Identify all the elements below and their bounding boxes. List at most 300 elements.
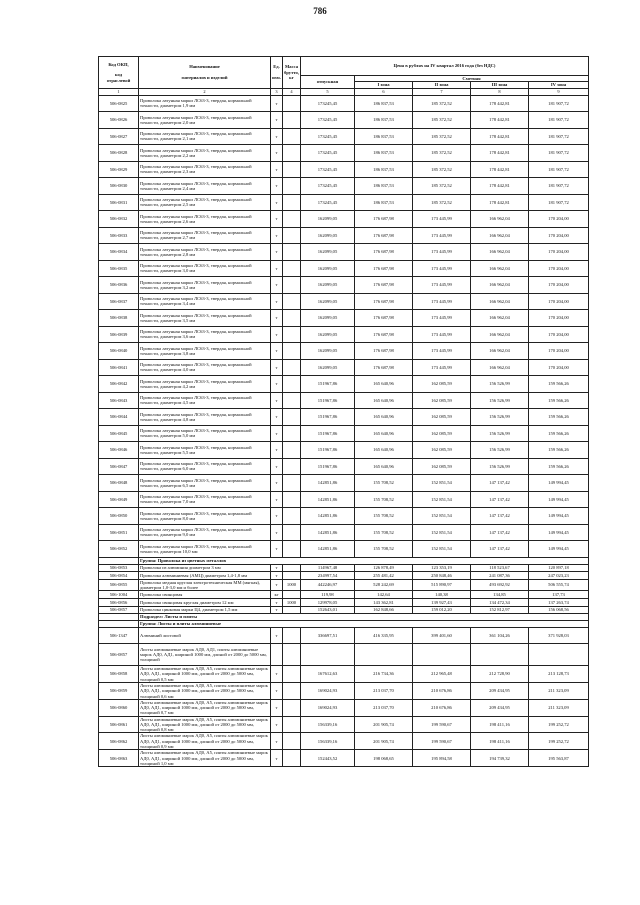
row-price-3: 173 445,99 [413, 227, 471, 244]
header-code: Код ОКП, код отраслевой [99, 57, 139, 89]
row-price-4: 493 692,92 [471, 579, 529, 591]
table-row [99, 666, 589, 683]
group-title: Группа: Листы и плиты алюминиевые [139, 621, 589, 628]
row-price-5: 159 566,26 [529, 392, 589, 409]
row-mass [283, 145, 301, 162]
row-price-2: 155 708,52 [355, 475, 413, 492]
row-unit: т [271, 750, 283, 767]
row-unit: т [271, 442, 283, 459]
row-code: 506-0845 [99, 425, 139, 442]
table-row [99, 260, 589, 277]
row-price-2: 176 687,98 [355, 244, 413, 261]
row-name: Проволока латунная марки ЛС63-3, твердая, нормальной точности, диаметром 5,0 мм [139, 425, 271, 442]
row-name: Проволока латунная марки ЛС63-3, твердая, нормальной точности, диаметром 2,1 мм [139, 128, 271, 145]
row-unit: т [271, 359, 283, 376]
row-price-1: 156339,16 [301, 716, 355, 733]
row-price-2: 255 481,42 [355, 572, 413, 580]
row-price-5: 159 566,26 [529, 425, 589, 442]
col-number: 7 [413, 88, 471, 95]
row-code: 506-0834 [99, 244, 139, 261]
row-name: Листы алюминиевые марок АД0, А5, плиты алюминиевые марок АД0, АД1, шириной 1000 мм, длиной от 2000 до 5000 мм, толщиной 0,6 мм [139, 682, 271, 699]
row-price-5: 170 204,00 [529, 244, 589, 261]
row-price-4: 178 442,81 [471, 145, 529, 162]
table-row [99, 194, 589, 211]
row-price-4: 198 411,16 [471, 733, 529, 750]
row-price-1: 169024,93 [301, 682, 355, 699]
table-row [99, 628, 589, 644]
row-mass [283, 359, 301, 376]
table-row [99, 458, 589, 475]
row-price-3: 152 851,54 [413, 475, 471, 492]
row-price-5: 137 263,74 [529, 598, 589, 606]
row-price-3: 173 445,99 [413, 277, 471, 294]
row-mass [283, 425, 301, 442]
row-unit: т [271, 343, 283, 360]
row-price-1: 142851,86 [301, 541, 355, 558]
table-row [99, 326, 589, 343]
row-price-4: 166 962,04 [471, 310, 529, 327]
row-price-3 [413, 644, 471, 666]
row-name: Проволока латунная марки ЛС63-3, твердая, нормальной точности, диаметром 3,5 мм [139, 310, 271, 327]
row-price-5: 149 994,45 [529, 541, 589, 558]
table-row [99, 128, 589, 145]
row-unit: т [271, 524, 283, 541]
row-code: 506-0861 [99, 716, 139, 733]
row-unit: т [271, 733, 283, 750]
row-price-4: 147 137,42 [471, 491, 529, 508]
table-row [99, 591, 589, 599]
row-unit: т [271, 112, 283, 129]
col-number: 5 [301, 88, 355, 95]
row-price-2: 162 848,66 [355, 606, 413, 614]
row-name: Проволока латунная марки ЛС63-3, твердая, нормальной точности, диаметром 3,2 мм [139, 277, 271, 294]
row-price-2: 213 037,70 [355, 699, 413, 716]
row-price-3: 139 927,43 [413, 598, 471, 606]
row-price-3: 162 085,59 [413, 392, 471, 409]
col-number: 4 [283, 88, 301, 95]
section-row [99, 614, 589, 621]
row-name: Проволока латунная марки ЛС63-3, твердая, нормальной точности, диаметром 7,0 мм [139, 491, 271, 508]
row-price-4: 152 812,97 [471, 606, 529, 614]
price-table [98, 56, 589, 767]
row-code: 506-0839 [99, 326, 139, 343]
row-price-2: 176 687,98 [355, 343, 413, 360]
row-price-4: 147 137,42 [471, 475, 529, 492]
row-mass [283, 277, 301, 294]
row-price-2: 155 708,52 [355, 541, 413, 558]
row-price-5: 211 323,09 [529, 682, 589, 699]
row-price-5: 170 204,00 [529, 211, 589, 228]
row-price-1: 336697,51 [301, 628, 355, 644]
row-mass [283, 227, 301, 244]
table-row [99, 145, 589, 162]
row-price-1: 162099,05 [301, 310, 355, 327]
row-price-4: 147 137,42 [471, 508, 529, 525]
header-unit: Ед. изм. [271, 57, 283, 89]
row-price-3: 399 401,60 [413, 628, 471, 644]
row-unit: т [271, 564, 283, 572]
row-price-2: 198 068,65 [355, 750, 413, 767]
row-price-5: 170 204,00 [529, 277, 589, 294]
row-price-2: 155 708,52 [355, 508, 413, 525]
row-price-4: 178 442,81 [471, 161, 529, 178]
row-price-4: 178 442,81 [471, 194, 529, 211]
row-price-5: 506 555,74 [529, 579, 589, 591]
row-price-1: 151967,86 [301, 409, 355, 426]
row-price-3: 162 085,59 [413, 409, 471, 426]
row-unit: т [271, 178, 283, 195]
row-price-4: 178 442,81 [471, 112, 529, 129]
row-price-4 [471, 644, 529, 666]
row-price-3: 199 590,67 [413, 716, 471, 733]
row-unit: т [271, 277, 283, 294]
row-price-4: 118 523,67 [471, 564, 529, 572]
row-price-5: 159 566,26 [529, 458, 589, 475]
row-price-3: 173 445,99 [413, 359, 471, 376]
row-price-4: 156 526,99 [471, 409, 529, 426]
row-price-4: 166 962,04 [471, 277, 529, 294]
row-code: 506-1004 [99, 591, 139, 599]
row-name: Проволока свинцовая [139, 591, 271, 599]
row-price-4: 212 728,90 [471, 666, 529, 683]
row-price-1: 173245,45 [301, 145, 355, 162]
row-price-3: 173 445,99 [413, 244, 471, 261]
row-mass [283, 591, 301, 599]
row-price-1: 173245,45 [301, 112, 355, 129]
table-row [99, 310, 589, 327]
row-code: 506-0855 [99, 579, 139, 591]
row-price-3: 185 372,52 [413, 194, 471, 211]
table-row [99, 211, 589, 228]
row-mass [283, 733, 301, 750]
row-name: Проволока латунная марки ЛС63-3, твердая, нормальной точности, диаметром 6,0 мм [139, 458, 271, 475]
table-row [99, 227, 589, 244]
row-mass [283, 310, 301, 327]
row-price-3: 185 372,52 [413, 112, 471, 129]
row-unit: т [271, 628, 283, 644]
row-price-2: 143 362,81 [355, 598, 413, 606]
row-code: 506-0833 [99, 227, 139, 244]
table-row [99, 579, 589, 591]
row-mass [283, 666, 301, 683]
row-price-5: 371 928,03 [529, 628, 589, 644]
row-price-4: 156 526,99 [471, 442, 529, 459]
row-mass [283, 644, 301, 666]
row-unit: т [271, 128, 283, 145]
row-price-2: 186 837,53 [355, 161, 413, 178]
table-header [99, 57, 589, 96]
header-name: Наименование материалов и изделий [139, 57, 271, 89]
row-code: 506-0831 [99, 194, 139, 211]
row-price-2: 186 837,53 [355, 128, 413, 145]
row-price-4: 156 526,99 [471, 425, 529, 442]
row-name: Проволока латунная марки ЛС63-3, твердая, нормальной точности, диаметром 3,6 мм [139, 326, 271, 343]
row-mass [283, 508, 301, 525]
row-price-4: 166 962,04 [471, 326, 529, 343]
row-price-2: 126 878,49 [355, 564, 413, 572]
row-name: Проволока латунная марки ЛС63-3, твердая, нормальной точности, диаметром 1,9 мм [139, 95, 271, 112]
row-price-5: 159 566,26 [529, 409, 589, 426]
row-price-4: 166 962,04 [471, 211, 529, 228]
row-mass [283, 376, 301, 393]
row-code: 506-0848 [99, 475, 139, 492]
row-code: 506-0854 [99, 572, 139, 580]
row-price-1: 142851,86 [301, 475, 355, 492]
row-price-5 [529, 644, 589, 666]
group-title: Группа: Проволока из цветных металлов [139, 557, 589, 564]
col-number: 6 [355, 88, 413, 95]
row-name: Проволока латунная марки ЛС63-3, твердая, нормальной точности, диаметром 2,2 мм [139, 145, 271, 162]
row-price-5: 120 897,18 [529, 564, 589, 572]
row-price-2: 216 734,36 [355, 666, 413, 683]
row-price-1: 152443,52 [301, 750, 355, 767]
row-price-4: 166 962,04 [471, 293, 529, 310]
row-name: Проволока латунная марки ЛС63-3, твердая, нормальной точности, диаметром 8,0 мм [139, 508, 271, 525]
row-name: Проволока латунная марки ЛС63-3, твердая, нормальной точности, диаметром 4,8 мм [139, 409, 271, 426]
row-price-5: 181 907,72 [529, 145, 589, 162]
row-price-1: 162099,05 [301, 260, 355, 277]
row-price-5: 159 566,26 [529, 442, 589, 459]
row-price-5: 181 907,72 [529, 194, 589, 211]
table-row [99, 95, 589, 112]
table-row [99, 598, 589, 606]
row-price-1: 162099,05 [301, 211, 355, 228]
row-price-1: 173245,45 [301, 95, 355, 112]
table-row [99, 178, 589, 195]
row-price-5: 195 563,87 [529, 750, 589, 767]
header-zone-4: IV зона [529, 82, 589, 88]
col-number: 8 [471, 88, 529, 95]
row-price-1: 162099,05 [301, 244, 355, 261]
row-code: 506-0863 [99, 750, 139, 767]
row-price-2: 201 905,74 [355, 716, 413, 733]
row-unit: т [271, 260, 283, 277]
row-price-5: 149 994,45 [529, 475, 589, 492]
row-price-1: 162099,05 [301, 343, 355, 360]
row-unit: т [271, 310, 283, 327]
row-price-4: 178 442,81 [471, 178, 529, 195]
row-mass [283, 392, 301, 409]
table-row [99, 524, 589, 541]
row-name: Проволока латунная марки ЛС63-3, твердая, нормальной точности, диаметром 6,5 мм [139, 475, 271, 492]
row-price-2: 176 687,98 [355, 211, 413, 228]
row-unit: т [271, 475, 283, 492]
row-name: Проволока латунная марки ЛС63-3, твердая, нормальной точности, диаметром 2,4 мм [139, 178, 271, 195]
row-name: Проволока латунная марки ЛС63-3, твердая, нормальной точности, диаметром 4,0 мм [139, 359, 271, 376]
table-row [99, 682, 589, 699]
row-code: 506-0860 [99, 699, 139, 716]
row-price-3: 123 353,19 [413, 564, 471, 572]
column-number-row [99, 88, 589, 95]
row-price-4: 134,85 [471, 591, 529, 599]
row-unit: т [271, 376, 283, 393]
row-price-4: 166 962,04 [471, 227, 529, 244]
row-unit: кг [271, 591, 283, 599]
row-name: Проволока латунная марки ЛС63-3, твердая, нормальной точности, диаметром 2,6 мм [139, 211, 271, 228]
row-price-4: 194 739,32 [471, 750, 529, 767]
row-price-5: 149 994,45 [529, 524, 589, 541]
row-price-3: 162 085,59 [413, 442, 471, 459]
row-code: 506-0856 [99, 598, 139, 606]
table-row [99, 359, 589, 376]
row-price-3: 152 851,54 [413, 491, 471, 508]
row-price-3: 159 012,20 [413, 606, 471, 614]
row-unit: т [271, 244, 283, 261]
table-row [99, 343, 589, 360]
row-price-2: 186 837,53 [355, 95, 413, 112]
row-price-1: 173245,45 [301, 161, 355, 178]
header-zone-2: II зона [413, 82, 471, 88]
row-price-1: 142851,86 [301, 491, 355, 508]
row-name: Листы алюминиевые марок АД0, А5, плиты алюминиевые марок АД0, АД1, шириной 1000 мм, длиной от 2000 до 5000 мм, толщиной 0,8 мм [139, 716, 271, 733]
row-price-2: 176 687,98 [355, 326, 413, 343]
row-price-2: 176 687,98 [355, 277, 413, 294]
row-name: Проволока алюминиевая (АМЦ) диаметром 1,4-1,8 мм [139, 572, 271, 580]
table-row [99, 606, 589, 614]
row-code: 506-0851 [99, 524, 139, 541]
row-price-2: 176 687,98 [355, 293, 413, 310]
row-unit: т [271, 699, 283, 716]
row-mass [283, 458, 301, 475]
row-price-3: 212 965,48 [413, 666, 471, 683]
table-row [99, 442, 589, 459]
row-name: Проволока латунная марки ЛС63-3, твердая, нормальной точности, диаметром 2,7 мм [139, 227, 271, 244]
table-row [99, 491, 589, 508]
row-price-1: 151967,86 [301, 376, 355, 393]
row-price-3: 199 590,67 [413, 733, 471, 750]
row-code: 506-0843 [99, 392, 139, 409]
row-unit: т [271, 606, 283, 614]
col-number: 3 [271, 88, 283, 95]
row-price-4: 166 962,04 [471, 359, 529, 376]
table-row [99, 376, 589, 393]
header-base-price: отпускная [301, 76, 355, 89]
row-price-5: 199 252,72 [529, 716, 589, 733]
row-mass [283, 628, 301, 644]
row-price-1: 151967,86 [301, 392, 355, 409]
row-price-5: 170 204,00 [529, 293, 589, 310]
group-row [99, 557, 589, 564]
row-price-5: 149 994,45 [529, 508, 589, 525]
row-price-4: 134 472,34 [471, 598, 529, 606]
col-number: 2 [139, 88, 271, 95]
row-price-1: 173245,45 [301, 194, 355, 211]
row-mass [283, 541, 301, 558]
row-price-1: 169024,93 [301, 699, 355, 716]
row-name: Проволока из алюминия диаметром 3 мм [139, 564, 271, 572]
row-name: Проволока латунная марки ЛС63-3, твердая, нормальной точности, диаметром 2,8 мм [139, 244, 271, 261]
row-price-2: 186 837,53 [355, 178, 413, 195]
row-code: 506-0841 [99, 359, 139, 376]
row-price-2: 155 708,52 [355, 491, 413, 508]
table-row [99, 244, 589, 261]
col-number: 9 [529, 88, 589, 95]
row-name: Листы алюминиевые марок АД0, А5, плиты алюминиевые марок АД0, АД1, шириной 1000 мм, длиной от 2000 до 5000 мм, толщиной 0,9 мм [139, 733, 271, 750]
row-unit: т [271, 409, 283, 426]
row-unit: т [271, 425, 283, 442]
row-price-5: 181 907,72 [529, 161, 589, 178]
row-code: 506-0850 [99, 508, 139, 525]
row-price-1: 162099,05 [301, 293, 355, 310]
row-mass [283, 161, 301, 178]
row-unit: т [271, 161, 283, 178]
row-price-2: 165 640,96 [355, 442, 413, 459]
row-price-4: 241 087,36 [471, 572, 529, 580]
row-name: Проволока латунная марки ЛС63-3, твердая, нормальной точности, диаметром 3,8 мм [139, 343, 271, 360]
group-code [99, 621, 139, 628]
row-price-3: 173 445,99 [413, 326, 471, 343]
row-name: Проволока латунная марки ЛС63-3, твердая, нормальной точности, диаметром 4,5 мм [139, 392, 271, 409]
row-price-3: 152 851,54 [413, 524, 471, 541]
row-price-5: 170 204,00 [529, 326, 589, 343]
row-name: Проволока латунная марки ЛС63-3, твердая, нормальной точности, диаметром 3,0 мм [139, 260, 271, 277]
row-mass [283, 524, 301, 541]
row-code: 506-0857 [99, 644, 139, 666]
row-price-2: 165 640,96 [355, 392, 413, 409]
row-name: Проволока латунная марки ЛС63-3, твердая, нормальной точности, диаметром 4,2 мм [139, 376, 271, 393]
row-mass [283, 716, 301, 733]
row-price-5: 211 323,09 [529, 699, 589, 716]
row-price-5: 181 907,72 [529, 178, 589, 195]
row-code: 506-0830 [99, 178, 139, 195]
table-body [99, 95, 589, 767]
table-row [99, 644, 589, 666]
row-price-3: 515 890,97 [413, 579, 471, 591]
row-unit: т [271, 572, 283, 580]
row-price-1: 151967,86 [301, 442, 355, 459]
row-price-1: 142851,86 [301, 508, 355, 525]
table-row [99, 409, 589, 426]
row-mass [283, 409, 301, 426]
row-mass [283, 95, 301, 112]
row-price-1: 151967,86 [301, 458, 355, 475]
row-price-3: 210 676,86 [413, 699, 471, 716]
row-price-3: 152 851,54 [413, 541, 471, 558]
row-price-3: 185 372,52 [413, 178, 471, 195]
row-price-3: 173 445,99 [413, 260, 471, 277]
row-price-5: 247 023,23 [529, 572, 589, 580]
row-price-5: 159 566,26 [529, 376, 589, 393]
row-name: Проволока цинковая марки Ц4, диаметром 1,5 мм [139, 606, 271, 614]
header-zone-3: III зона [471, 82, 529, 88]
row-code: 506-1347 [99, 628, 139, 644]
row-price-4: 209 434,95 [471, 682, 529, 699]
row-price-3: 210 676,86 [413, 682, 471, 699]
row-price-4: 178 442,81 [471, 128, 529, 145]
table-row [99, 716, 589, 733]
row-price-1: 114967,48 [301, 564, 355, 572]
row-price-3: 185 372,52 [413, 161, 471, 178]
row-code: 506-0825 [99, 95, 139, 112]
row-price-3: 195 894,58 [413, 750, 471, 767]
row-mass [283, 178, 301, 195]
row-price-3: 162 085,59 [413, 458, 471, 475]
row-price-2: 176 687,98 [355, 227, 413, 244]
row-code: 506-0853 [99, 564, 139, 572]
row-unit: т [271, 579, 283, 591]
row-unit: т [271, 293, 283, 310]
row-code: 506-0847 [99, 458, 139, 475]
row-price-1: 151967,86 [301, 425, 355, 442]
row-price-4: 166 962,04 [471, 244, 529, 261]
group-title: Подраздел: Листы и плиты [139, 614, 589, 621]
row-price-4: 156 526,99 [471, 392, 529, 409]
row-price-1 [301, 644, 355, 666]
row-unit: т [271, 682, 283, 699]
row-mass [283, 293, 301, 310]
row-price-2 [355, 644, 413, 666]
row-mass [283, 343, 301, 360]
